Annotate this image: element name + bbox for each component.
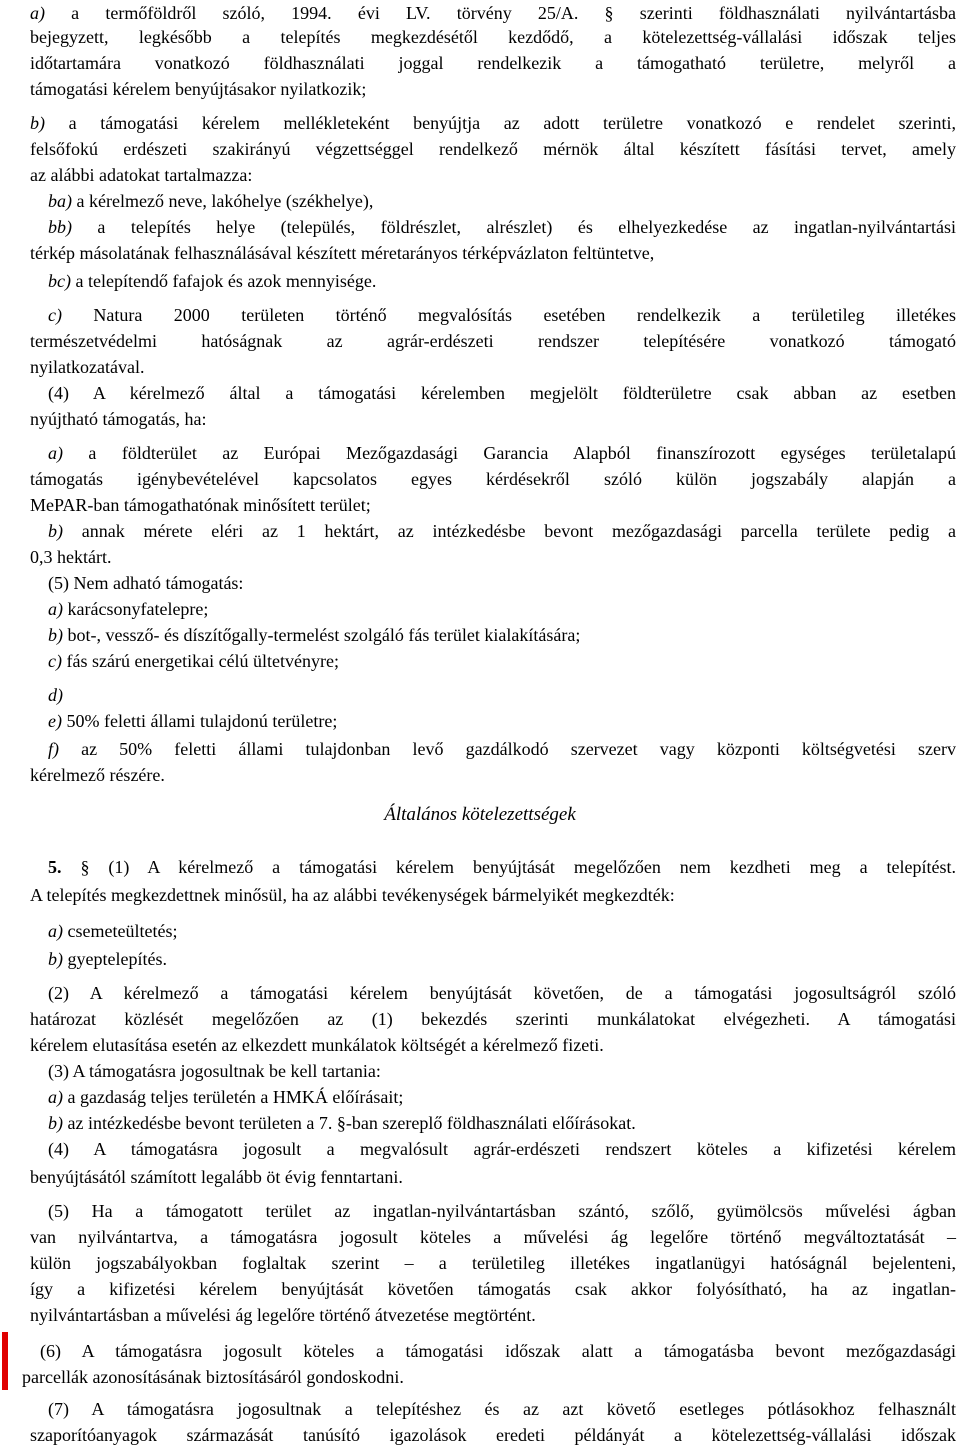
item-label: a) — [48, 443, 63, 463]
item-label: b) — [48, 949, 63, 969]
line-text: az alábbi adatokat tartalmazza: — [30, 165, 253, 185]
line-text: MePAR-ban támogathatónak minősített terület; — [30, 495, 371, 515]
item-label: bc) — [48, 271, 71, 291]
text-line — [48, 622, 956, 648]
text-line — [48, 708, 956, 734]
line-text: a telepítendő fafajok és azok mennyisége. — [70, 271, 377, 291]
text-line — [30, 1422, 956, 1448]
line-text: támogatási kérelem benyújtásakor nyilatkozik; — [30, 79, 367, 99]
line-text: gyeptelepítés. — [63, 949, 167, 969]
item-label: b) — [48, 521, 63, 541]
text-line — [48, 1136, 956, 1162]
text-line — [48, 1084, 956, 1110]
line-text: nyilvántartásban a művelési ág legelőre történő átvezetése megtörtént. — [30, 1305, 536, 1325]
text-line — [30, 24, 956, 50]
line-text: benyújtásától számított legalább öt évig fenntartani. — [30, 1167, 403, 1187]
line-text: (7) A támogatásra jogosultnak a telepítéshez és az azt követő esetleges pótlásokhoz felhasznált — [48, 1399, 956, 1419]
line-text: így a kifizetési kérelem benyújtását követően támogatás csak akkor folyósítható, ha az ingatlan- — [30, 1279, 956, 1299]
item-label: c) — [48, 305, 62, 325]
line-text: fás szárú energetikai célú ültetvényre; — [61, 651, 340, 671]
line-text: van nyilvántartva, a támogatásra jogosult köteles a művelési ág legelőre történő megváltoztatását – — [30, 1227, 956, 1247]
line-text: (4) A támogatásra jogosult a megvalósult agrár-erdészeti rendszert köteles a kifizetési kérelem — [48, 1139, 956, 1159]
text-line — [48, 188, 956, 214]
line-text: külön jogszabályokban foglaltak szerint – a területileg illetékes ingatlanügyi hatóságnál bejelenteni, — [30, 1253, 956, 1273]
line-text: 0,3 hektárt. — [30, 547, 112, 567]
change-marker-bar — [2, 1332, 8, 1390]
text-line — [48, 440, 956, 466]
text-line — [30, 492, 956, 518]
line-text: (5) Nem adható támogatás: — [48, 573, 244, 593]
text-line — [30, 328, 956, 354]
line-text: nyilatkozatával. — [30, 357, 145, 377]
text-line — [48, 682, 956, 708]
line-text: a termőföldről szóló, 1994. évi LV. törvény 25/A. § szerinti földhasználati nyilvántartásba — [45, 3, 956, 23]
line-text: a gazdaság teljes területén a HMKÁ előírásait; — [63, 1087, 404, 1107]
text-line — [30, 1224, 956, 1250]
line-text: 50% feletti állami tulajdonú területre; — [61, 711, 338, 731]
item-label: bb) — [48, 217, 72, 237]
line-text: a telepítés helye (település, földrészlet, alrészlet) és elhelyezkedése az ingatlan-nyilvántartási — [72, 217, 956, 237]
line-text: felsőfokú erdészeti szakirányú végzettséggel rendelkező mérnök által készített fásítási tervet, amely — [30, 139, 956, 159]
text-line — [48, 214, 956, 240]
text-line — [48, 596, 956, 622]
text-line — [48, 518, 956, 544]
text-line — [48, 1058, 956, 1084]
text-line — [40, 1338, 956, 1364]
item-label: c) — [48, 651, 62, 671]
item-label: a) — [48, 1087, 63, 1107]
item-label: d) — [48, 685, 63, 705]
line-text: bot-, vessző- és díszítőgally-termelést szolgáló fás terület kialakítására; — [63, 625, 581, 645]
text-line — [30, 50, 956, 76]
text-line — [48, 946, 956, 972]
text-line — [30, 162, 956, 188]
section-heading: Általános kötelezettségek — [384, 804, 576, 825]
line-text: az intézkedésbe bevont területen a 7. §-ban szereplő földhasználati előírásokat. — [63, 1113, 636, 1133]
line-text: nyújtható támogatás, ha: — [30, 409, 207, 429]
text-line — [30, 110, 956, 136]
item-label: a) — [30, 3, 45, 23]
section-number: 5. — [48, 857, 62, 877]
text-line — [30, 466, 956, 492]
line-text: a kérelmező neve, lakóhelye (székhelye), — [72, 191, 374, 211]
item-label: f) — [48, 739, 59, 759]
text-line — [48, 736, 956, 762]
text-line — [30, 1250, 956, 1276]
line-text: (2) A kérelmező a támogatási kérelem benyújtását követően, de a támogatási jogosultságról szóló — [48, 983, 956, 1003]
text-line — [22, 1364, 956, 1390]
line-text: az 50% feletti állami tulajdonban levő gazdálkodó szervezet vagy központi költségvetési szerv — [59, 739, 956, 759]
text-line — [48, 1198, 956, 1224]
line-text: § (1) A kérelmező a támogatási kérelem benyújtását megelőzően nem kezdheti meg a telepítést. — [61, 857, 956, 877]
line-text: bejegyzett, legkésőbb a telepítés megkezdésétől kezdődő, a kötelezettség-vállalási időszak teljes — [30, 27, 956, 47]
item-label: b) — [30, 113, 45, 133]
text-line — [30, 406, 956, 432]
line-text: szaporítóanyagok származását tanúsító igazolások eredeti példányát a kötelezettség-vállalási időszak — [30, 1425, 956, 1445]
text-line — [30, 354, 956, 380]
text-line — [48, 980, 956, 1006]
text-line — [30, 544, 956, 570]
line-text: Natura 2000 területen történő megvalósítás esetében rendelkezik a területileg illetékes — [61, 305, 956, 325]
text-line — [48, 380, 956, 406]
line-text: (4) A kérelmező által a támogatási kérelemben megjelölt földterületre csak abban az esetben — [48, 383, 956, 403]
line-text: annak mérete eléri az 1 hektárt, az intézkedésbe bevont mezőgazdasági parcella területe pedig a — [63, 521, 956, 541]
line-text: karácsonyfatelepre; — [63, 599, 209, 619]
text-line — [48, 302, 956, 328]
text-line — [30, 1032, 956, 1058]
text-line — [30, 240, 956, 266]
text-line — [30, 136, 956, 162]
text-line — [48, 918, 956, 944]
text-line — [30, 0, 956, 26]
line-text: támogatás igénybevételével kapcsolatos egyes kérdésekről szóló külön jogszabály alapján a — [30, 469, 956, 489]
line-text: természetvédelmi hatóságnak az agrár-erdészeti rendszer telepítésére vonatkozó támogató — [30, 331, 956, 351]
text-line — [30, 1276, 956, 1302]
item-label: e) — [48, 711, 62, 731]
line-text: (3) A támogatásra jogosultnak be kell tartania: — [48, 1061, 381, 1081]
line-text: (6) A támogatásra jogosult köteles a támogatási időszak alatt a támogatásba bevont mezőgazdasági — [40, 1341, 956, 1361]
line-text: időtartamára vonatkozó földhasználati joggal rendelkezik a támogatható területre, melyről a — [30, 53, 956, 73]
line-text: csemeteültetés; — [63, 921, 178, 941]
line-text: kérelem elutasítása esetén az elkezdett munkálatok költségét a kérelmező fizeti. — [30, 1035, 604, 1055]
item-label: b) — [48, 625, 63, 645]
text-line — [30, 1006, 956, 1032]
text-line — [48, 570, 956, 596]
text-line — [48, 648, 956, 674]
text-line — [48, 854, 956, 880]
line-text: kérelmező részére. — [30, 765, 165, 785]
text-line — [48, 1396, 956, 1422]
text-line — [30, 76, 956, 102]
text-line — [30, 762, 956, 788]
line-text: A telepítés megkezdettnek minősül, ha az alábbi tevékenységek bármelyikét megkezdték: — [30, 885, 675, 905]
line-text: térkép másolatának felhasználásával készített méretarányos térképvázlaton feltüntetve, — [30, 243, 655, 263]
item-label: a) — [48, 599, 63, 619]
line-text: (5) Ha a támogatott terület az ingatlan-nyilvántartásban szántó, szőlő, gyümölcsös művelési ágban — [48, 1201, 956, 1221]
text-line — [48, 1110, 956, 1136]
text-line — [30, 882, 956, 908]
item-label: a) — [48, 921, 63, 941]
line-text: a támogatási kérelem mellékleteként benyújtja az adott területre vonatkozó e rendelet szerinti, — [45, 113, 956, 133]
line-text: a földterület az Európai Mezőgazdasági Garancia Alapból finanszírozott egységes területalapú — [63, 443, 956, 463]
text-line — [48, 268, 956, 294]
item-label: ba) — [48, 191, 72, 211]
item-label: b) — [48, 1113, 63, 1133]
line-text: parcellák azonosításának biztosításáról gondoskodni. — [22, 1367, 404, 1387]
text-line — [30, 1164, 956, 1190]
line-text: határozat közlését megelőzően az (1) bekezdés szerinti munkálatokat elvégezheti. A támogatási — [30, 1009, 956, 1029]
text-line — [30, 1302, 956, 1328]
